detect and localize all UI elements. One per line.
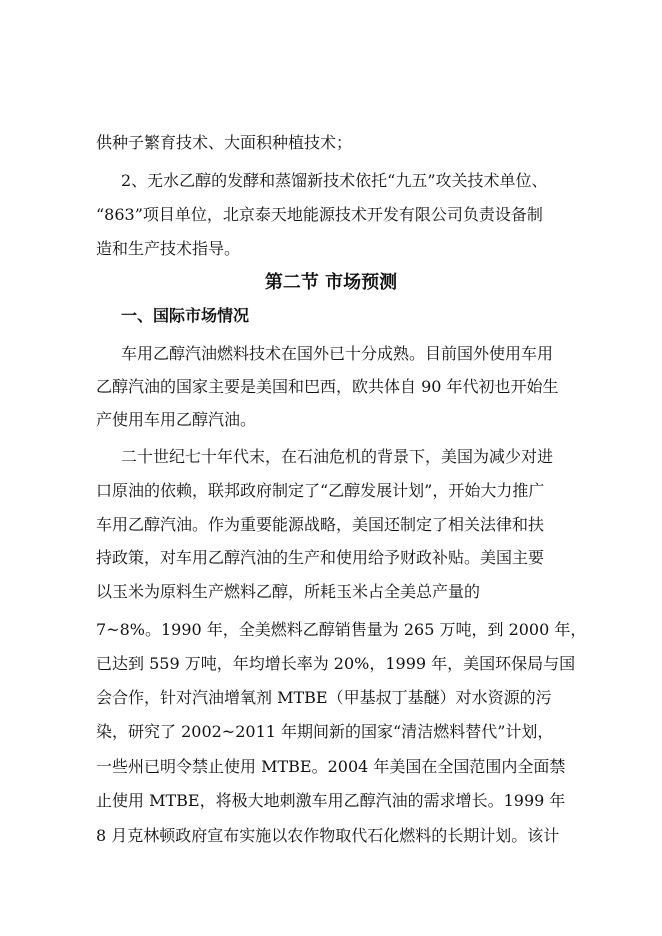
paragraph-line: 7~8%。1990 年，全美燃料乙醇销售量为 265 万吨，到 2000 年，: [96, 620, 587, 639]
paragraph-line: 8 月克林顿政府宣布实施以农作物取代石化燃料的长期计划。该计: [96, 826, 560, 845]
paragraph-line: 2、无水乙醇的发酵和蒸馏新技术依托“九五”攻关技术单位、: [121, 171, 548, 190]
subsection-title: 一、国际市场情况: [121, 306, 250, 325]
paragraph-line: 染，研究了 2002~2011 年期间新的国家“清洁燃料替代”计划，: [96, 722, 554, 741]
paragraph-line: 会合作，针对汽油增氧剂 MTBE（甲基叔丁基醚）对水资源的污: [96, 688, 552, 707]
paragraph-line: 造和生产技术指导。: [96, 239, 241, 258]
paragraph-line: 止使用 MTBE，将极大地刺激车用乙醇汽油的需求增长。1999 年: [96, 791, 566, 810]
paragraph-line: 乙醇汽油的国家主要是美国和巴西，欧共体自 90 年代初也开始生: [96, 377, 559, 396]
paragraph-line: 二十世纪七十年代末，在石油危机的背景下，美国为减少对进: [121, 447, 554, 466]
paragraph-line: 一些州已明令禁止使用 MTBE。2004 年美国在全国范围内全面禁: [96, 757, 566, 776]
paragraph-line: 口原油的依赖，联邦政府制定了“乙醇发展计划”，开始大力推广: [96, 481, 545, 500]
paragraph-line: 供种子繁育技术、大面积种植技术；: [96, 133, 353, 152]
paragraph-line: 已达到 559 万吨，年均增长率为 20%，1999 年，美国环保局与国: [96, 654, 576, 673]
paragraph-line: 车用乙醇汽油。作为重要能源战略，美国还制定了相关法律和扶: [96, 515, 545, 534]
paragraph-line: “863”项目单位，北京泰天地能源技术开发有限公司负责设备制: [96, 205, 543, 224]
paragraph-line: 产使用车用乙醇汽油。: [96, 410, 257, 429]
paragraph-line: 车用乙醇汽油燃料技术在国外已十分成熟。目前国外使用车用: [121, 344, 554, 363]
section-title: 第二节 市场预测: [264, 272, 398, 293]
paragraph-line: 以玉米为原料生产燃料乙醇，所耗玉米占全美总产量的: [96, 582, 481, 601]
paragraph-line: 持政策，对车用乙醇汽油的生产和使用给予财政补贴。美国主要: [96, 548, 545, 567]
